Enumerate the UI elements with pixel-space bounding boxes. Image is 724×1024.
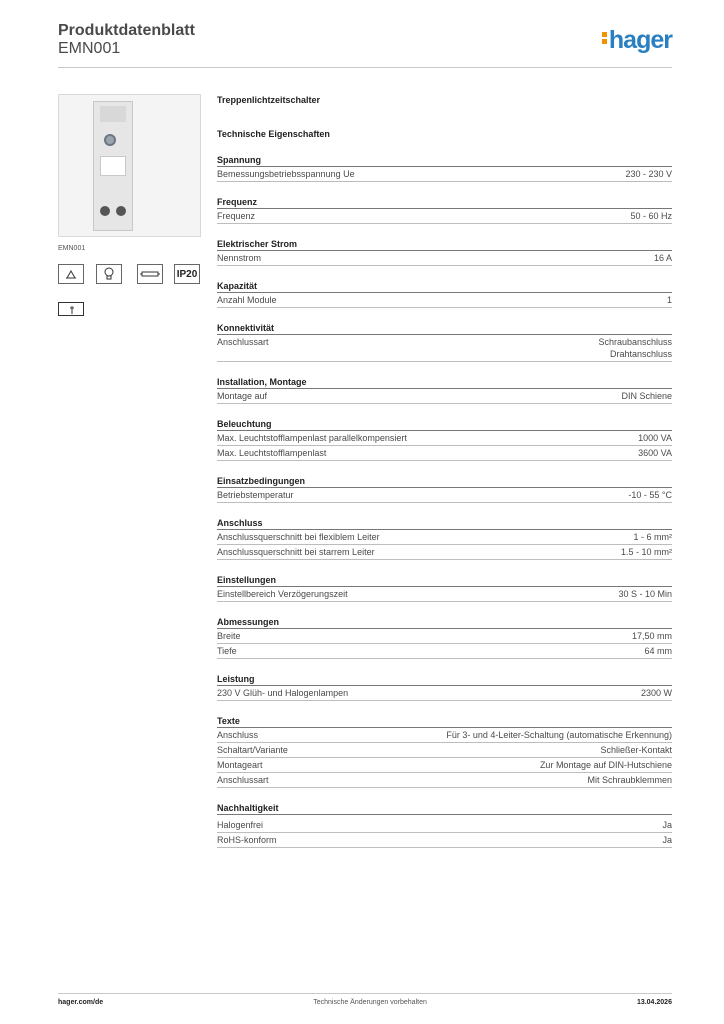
section-title: Spannung: [217, 154, 672, 167]
spec-row: [217, 530, 672, 545]
spec-value: 50 - 60 Hz: [630, 211, 672, 221]
spec-value: 30 S - 10 Min: [618, 589, 672, 599]
properties-heading: Technische Eigenschaften: [217, 129, 330, 139]
spec-value: Ja: [662, 835, 672, 845]
spec-value: 1 - 6 mm²: [633, 532, 672, 542]
page-footer: [58, 993, 672, 1006]
spec-label: Anzahl Module: [217, 295, 277, 305]
spec-label: Anschlussart: [217, 337, 269, 347]
spec-label: Max. Leuchtstofflampenlast parallelkompensiert: [217, 433, 407, 443]
spec-label: Montage auf: [217, 391, 268, 401]
device-illustration: [93, 101, 133, 231]
section-title: Anschluss: [217, 517, 672, 530]
spec-row: [217, 818, 672, 833]
spec-row: [217, 251, 672, 266]
spec-value: Zur Montage auf DIN-Hutschiene: [539, 760, 672, 770]
staircase-light-icon: [58, 264, 84, 284]
spec-section: [217, 673, 672, 701]
device-label-area: [100, 106, 126, 122]
spec-value: 1: [666, 295, 672, 305]
spec-value: Mit Schraubklemmen: [587, 775, 672, 785]
spec-value: 16 A: [653, 253, 672, 263]
section-title: Abmessungen: [217, 616, 672, 629]
spec-row: [217, 545, 672, 560]
spec-label: Max. Leuchtstofflampenlast: [217, 448, 327, 458]
product-type: Treppenlichtzeitschalter: [217, 95, 321, 105]
spec-section: [217, 280, 672, 308]
spec-value: 17,50 mm: [631, 631, 672, 641]
spec-row: [217, 293, 672, 308]
spec-section: [217, 196, 672, 224]
spec-label: Betriebstemperatur: [217, 490, 294, 500]
device-terminal: [116, 206, 126, 216]
spec-value: -10 - 55 °C: [628, 490, 672, 500]
spec-row: [217, 833, 672, 848]
spec-value: 2300 W: [640, 688, 672, 698]
spec-value: Schließer-Kontakt: [600, 745, 672, 755]
spec-row: [217, 629, 672, 644]
spec-section: [217, 154, 672, 182]
spec-section: [217, 715, 672, 788]
spec-value: 1000 VA: [638, 433, 672, 443]
spec-row: [217, 335, 672, 362]
spec-row: [217, 431, 672, 446]
section-title: Texte: [217, 715, 672, 728]
spec-value: Schraubanschluss Drahtanschluss: [598, 337, 672, 359]
product-code: EMN001: [58, 40, 121, 57]
spec-row: [217, 728, 672, 743]
spec-row: [217, 587, 672, 602]
spec-section: [217, 802, 672, 848]
spec-label: Tiefe: [217, 646, 237, 656]
section-title: Einstellungen: [217, 574, 672, 587]
spec-row: [217, 446, 672, 461]
section-title: Einsatzbedingungen: [217, 475, 672, 488]
footer-website: hager.com/de: [58, 999, 104, 1006]
spec-row: [217, 686, 672, 701]
page-header: [58, 20, 672, 68]
spec-label: Einstellbereich Verzögerungszeit: [217, 589, 348, 599]
spec-section: [217, 475, 672, 503]
section-title: Beleuchtung: [217, 418, 672, 431]
spec-row: [217, 209, 672, 224]
spec-section: [217, 616, 672, 659]
section-title: Installation, Montage: [217, 376, 672, 389]
spec-label: Nennstrom: [217, 253, 262, 263]
spec-row: [217, 167, 672, 182]
spec-section: [217, 238, 672, 266]
section-title: Nachhaltigkeit: [217, 802, 672, 815]
timer-icon: [58, 302, 84, 316]
fluorescent-tube-icon: [137, 264, 163, 284]
spec-row: [217, 644, 672, 659]
spec-row: [217, 758, 672, 773]
product-image: [58, 94, 201, 237]
spec-section: [217, 322, 672, 362]
spec-value: Für 3- und 4-Leiter-Schaltung (automatische Erkennung): [446, 730, 672, 740]
spec-label: Breite: [217, 631, 241, 641]
spec-label: Anschlussquerschnitt bei starrem Leiter: [217, 547, 375, 557]
spec-value: DIN Schiene: [621, 391, 672, 401]
spec-row: [217, 773, 672, 788]
section-title: Leistung: [217, 673, 672, 686]
spec-value: 1.5 - 10 mm²: [620, 547, 672, 557]
ip-rating-label: IP20: [176, 268, 198, 280]
spec-value: Ja: [662, 820, 672, 830]
spec-value: 64 mm: [644, 646, 672, 656]
spec-label: Halogenfrei: [217, 820, 264, 830]
document-title: Produktdatenblatt: [58, 22, 195, 39]
section-title: Elektrischer Strom: [217, 238, 672, 251]
spec-label: Bemessungsbetriebsspannung Ue: [217, 169, 355, 179]
spec-label: Anschlussquerschnitt bei flexiblem Leiter: [217, 532, 380, 542]
footer-notice: Technische Änderungen vorbehalten: [313, 999, 427, 1006]
spec-section: [217, 517, 672, 560]
spec-label: Anschluss: [217, 730, 259, 740]
bulb-icon: [96, 264, 122, 284]
spec-label: Anschlussart: [217, 775, 269, 785]
spec-row: [217, 743, 672, 758]
section-title: Konnektivität: [217, 322, 672, 335]
spec-section: [217, 376, 672, 404]
section-title: Frequenz: [217, 196, 672, 209]
spec-label: 230 V Glüh- und Halogenlampen: [217, 688, 349, 698]
spec-label: Montageart: [217, 760, 263, 770]
section-title: Kapazität: [217, 280, 672, 293]
device-terminal: [100, 206, 110, 216]
spec-label: Frequenz: [217, 211, 256, 221]
device-window: [100, 156, 126, 176]
spec-label: RoHS-konform: [217, 835, 277, 845]
hager-logo: [602, 26, 672, 55]
spec-section: [217, 574, 672, 602]
spec-row: [217, 488, 672, 503]
logo-wordmark: hager: [608, 26, 672, 54]
logo-dots-icon: [602, 30, 607, 46]
ip20-badge: [174, 264, 200, 284]
spec-section: [217, 418, 672, 461]
technical-specifications: [217, 94, 672, 848]
footer-date: 13.04.2026: [636, 999, 672, 1006]
device-knob: [104, 134, 116, 146]
spec-label: Schaltart/Variante: [217, 745, 288, 755]
product-image-caption: EMN001: [58, 245, 86, 252]
spec-value: 230 - 230 V: [625, 169, 672, 179]
spec-sections: [217, 154, 672, 848]
spec-value: 3600 VA: [638, 448, 672, 458]
spec-row: [217, 389, 672, 404]
